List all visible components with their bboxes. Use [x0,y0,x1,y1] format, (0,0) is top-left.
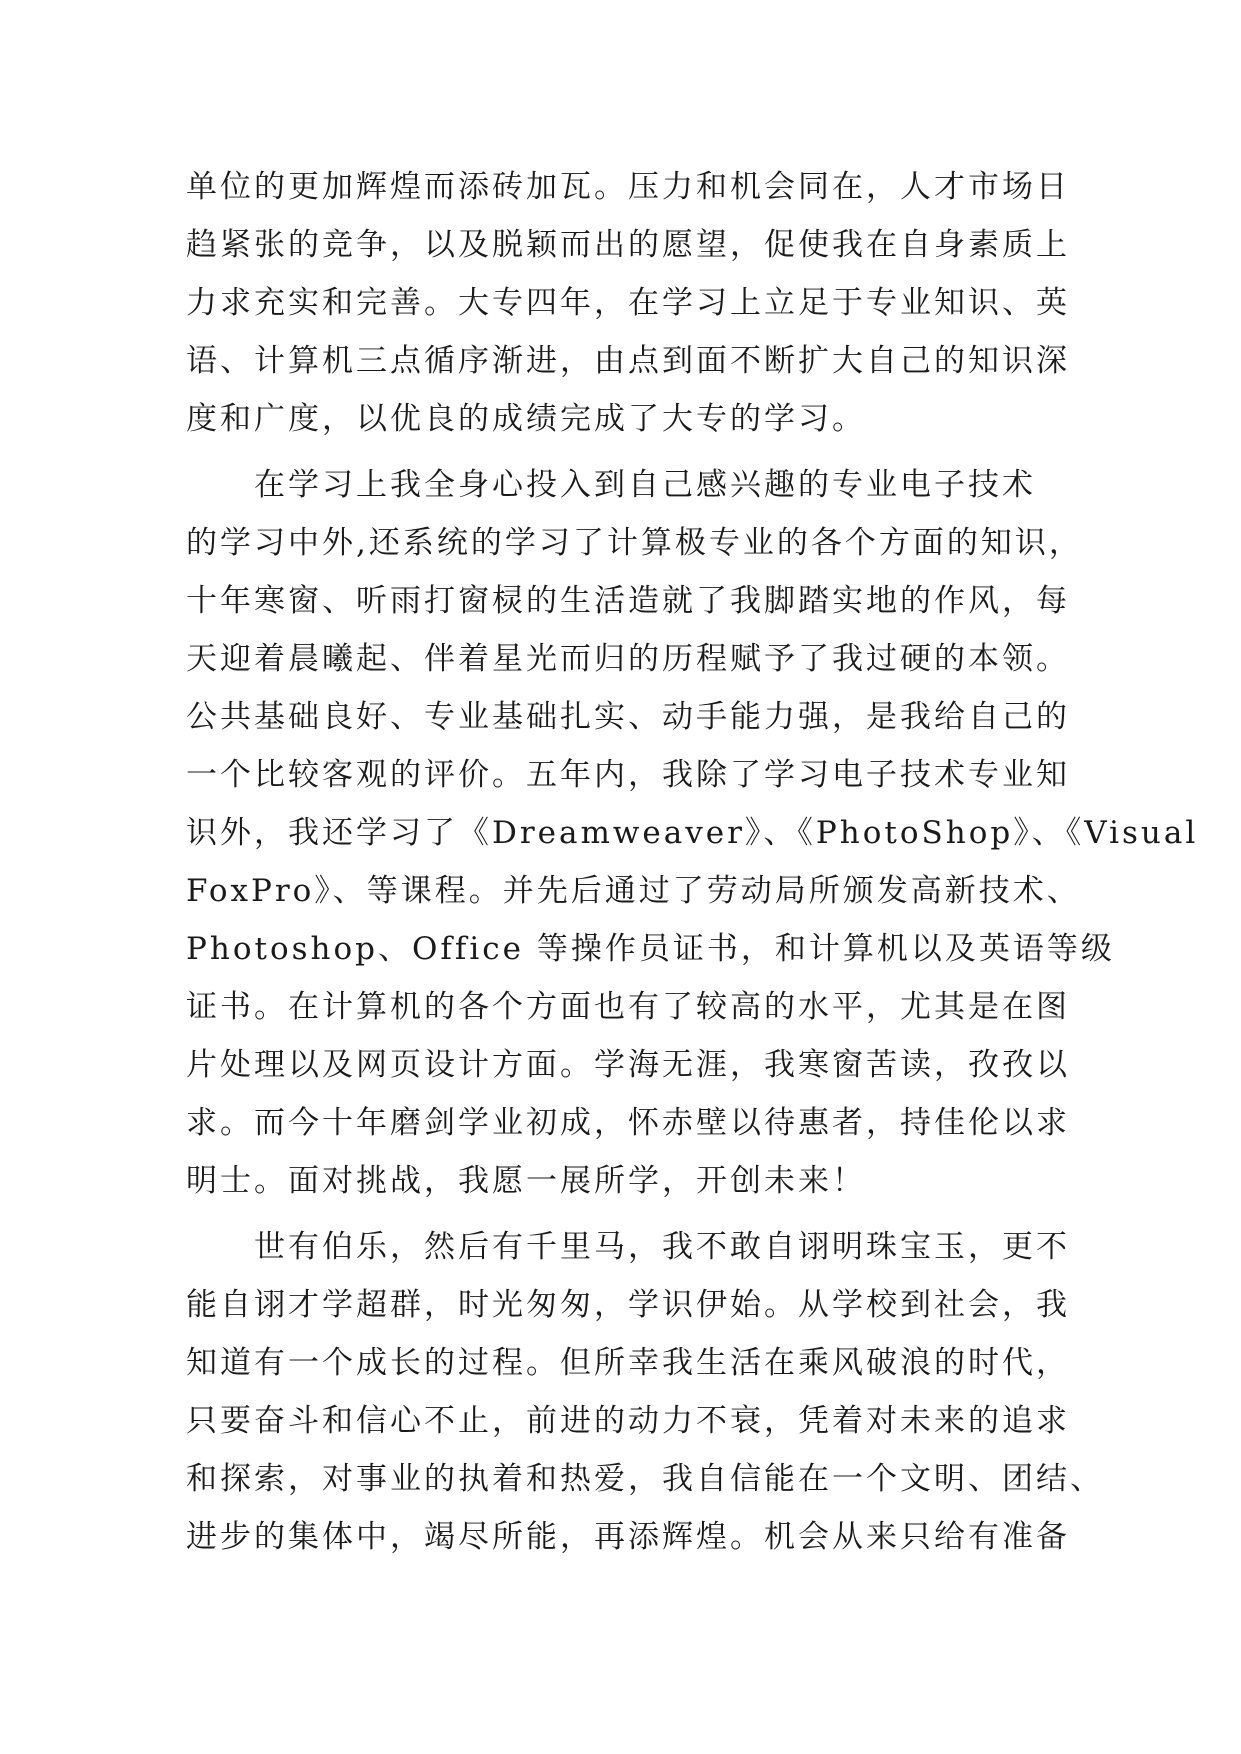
text-line: 的学习中外,还系统的学习了计算极专业的各个方面的知识， [186,525,1083,561]
text-line: 片处理以及网页设计方面。学海无涯，我寒窗苦读，孜孜以 [186,1047,1070,1083]
text-line: 语、计算机三点循序渐进，由点到面不断扩大自己的知识深 [186,343,1070,379]
text-line: 求。而今十年磨剑学业初成，怀赤壁以待惠者，持佳伦以求 [186,1105,1070,1141]
document-body [186,158,1199,1566]
text-line: 在学习上我全身心投入到自己感兴趣的专业电子技术 [186,467,1036,503]
text-line: 一个比较客观的评价。五年内，我除了学习电子技术专业知 [186,757,1070,793]
text-line: 十年寒窗、听雨打窗棂的生活造就了我脚踏实地的作风，每 [186,583,1070,619]
text-line: 证书。在计算机的各个方面也有了较高的水平，尤其是在图 [186,989,1070,1025]
paragraph-2 [186,456,1199,1210]
text-line: 公共基础良好、专业基础扎实、动手能力强，是我给自己的 [186,699,1070,735]
text-line: 世有伯乐，然后有千里马，我不敢自诩明珠宝玉，更不 [186,1229,1070,1265]
text-line: 天迎着晨曦起、伴着星光而归的历程赋予了我过硬的本领。 [186,641,1070,677]
text-line: Photoshop、Office 等操作员证书，和计算机以及英语等级 [186,931,1115,967]
text-line: 只要奋斗和信心不止，前进的动力不衰，凭着对未来的追求 [186,1403,1070,1439]
text-line: 知道有一个成长的过程。但所幸我生活在乘风破浪的时代， [186,1345,1070,1381]
paragraph-spacer [186,1210,1056,1218]
text-line: 力求充实和完善。大专四年，在学习上立足于专业知识、英 [186,285,1070,321]
paragraph-1 [186,158,1070,448]
text-line: FoxPro》、等课程。并先后通过了劳动局所颁发高新技术、 [186,873,1081,909]
text-line: 进步的集体中，竭尽所能，再添辉煌。机会从来只给有准备 [186,1519,1070,1555]
text-line: 和探索，对事业的执着和热爱，我自信能在一个文明、团结、 [186,1461,1104,1497]
paragraph-spacer [186,448,1056,456]
paragraph-3 [186,1218,1104,1566]
text-line: 单位的更加辉煌而添砖加瓦。压力和机会同在，人才市场日 [186,169,1070,205]
text-line: 能自诩才学超群，时光匆匆，学识伊始。从学校到社会，我 [186,1287,1070,1323]
text-line: 趋紧张的竞争，以及脱颖而出的愿望，促使我在自身素质上 [186,227,1070,263]
text-line: 明士。面对挑战，我愿一展所学，开创未来！ [186,1163,866,1199]
text-line: 度和广度，以优良的成绩完成了大专的学习。 [186,401,866,437]
text-line: 识外，我还学习了《Dreamweaver》、《PhotoShop》、《Visual [186,815,1199,851]
